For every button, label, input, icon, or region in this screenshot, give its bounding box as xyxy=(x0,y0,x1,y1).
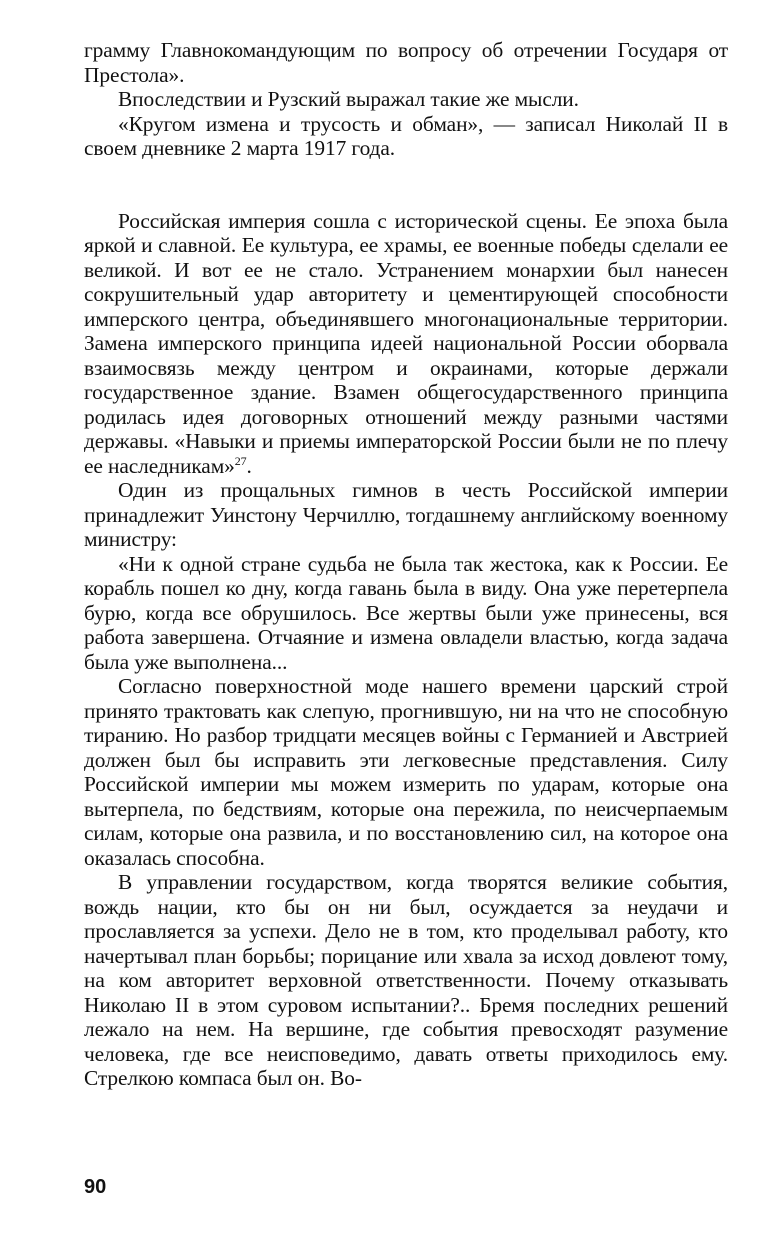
footnote-reference: 27 xyxy=(234,453,247,468)
paragraph-suffix: . xyxy=(246,453,252,478)
paragraph-leader-responsibility: В управлении государством, когда творятся великие события, вождь нации, кто бы он ни был, осуждается за неудачи и прославляется за успехи. Дело не в том, кто проделывал работу, кто начертывал план борьбы; порицание или хвала за исход довлеют тому, на ком авторитет верховной ответственности. Почему отказывать Николаю II в этом суровом испытании?.. Бремя последних решений лежало на нем. На вершине, где события превосходят разумение человека, где все неисповедимо, давать ответы приходилось ему. Стрелкою компаса был он. Во- xyxy=(84,870,728,1090)
page-number: 90 xyxy=(84,1176,107,1198)
paragraph-empire-left-stage xyxy=(84,209,728,479)
paragraph-churchill-quote: «Ни к одной стране судьба не была так жестока, как к России. Ее корабль пошел ко дну, когда гавань была в виду. Она уже перетерпела бурю, когда все обрушилось. Все жертвы были уже принесены, вся работа завершена. Отчаяние и измена овладели властью, когда задача была уже выполнена... xyxy=(84,551,728,674)
paragraph-text: Российская империя сошла с исторической сцены. Ее эпоха была яркой и славной. Ее культура, ее храмы, ее военные победы сделали ее великой. И вот ее не стало. Устранением монархии был нанесен сокрушительный удар авторитету и цементирующей способности имперского центра, объединявшего многонациональные территории. Замена имперского принципа идеей национальной России оборвала взаимосвязь между центром и окраинами, которые держали государственное здание. Взамен общегосударственного принципа родилась идея договорных отношений между разными частями державы. «Навыки и приемы императорской России были не по плечу ее наследникам» xyxy=(84,208,728,478)
paragraph-ruzsky: Впоследствии и Рузский выражал такие же мысли. xyxy=(118,87,579,111)
section-break xyxy=(84,161,728,209)
paragraph-churchill-intro: Один из прощальных гимнов в честь Российской империи принадлежит Уинстону Черчиллю, тогдашнему английскому военному министру: xyxy=(84,478,728,551)
paragraph-tsarist-regime: Согласно поверхностной моде нашего времени царский строй принято трактовать как слепую, прогнившую, ни на что не способную тиранию. Но разбор тридцати месяцев войны с Германией и Австрией должен был бы исправить эти легковесные представления. Силу Российской империи мы можем измерить по ударам, которые она вытерпела, по бедствиям, которые она пережила, по неисчерпаемым силам, которые она развила, и по восстановлению сил, на которое она оказалась способна. xyxy=(84,674,728,870)
book-page xyxy=(84,38,728,1091)
paragraph-continuation: грамму Главнокомандующим по вопросу об отречении Государя от Престола». xyxy=(84,38,728,87)
paragraph-diary-quote: «Кругом измена и трусость и обман», — записал Николай II в своем дневнике 2 марта 1917 года. xyxy=(84,111,728,160)
